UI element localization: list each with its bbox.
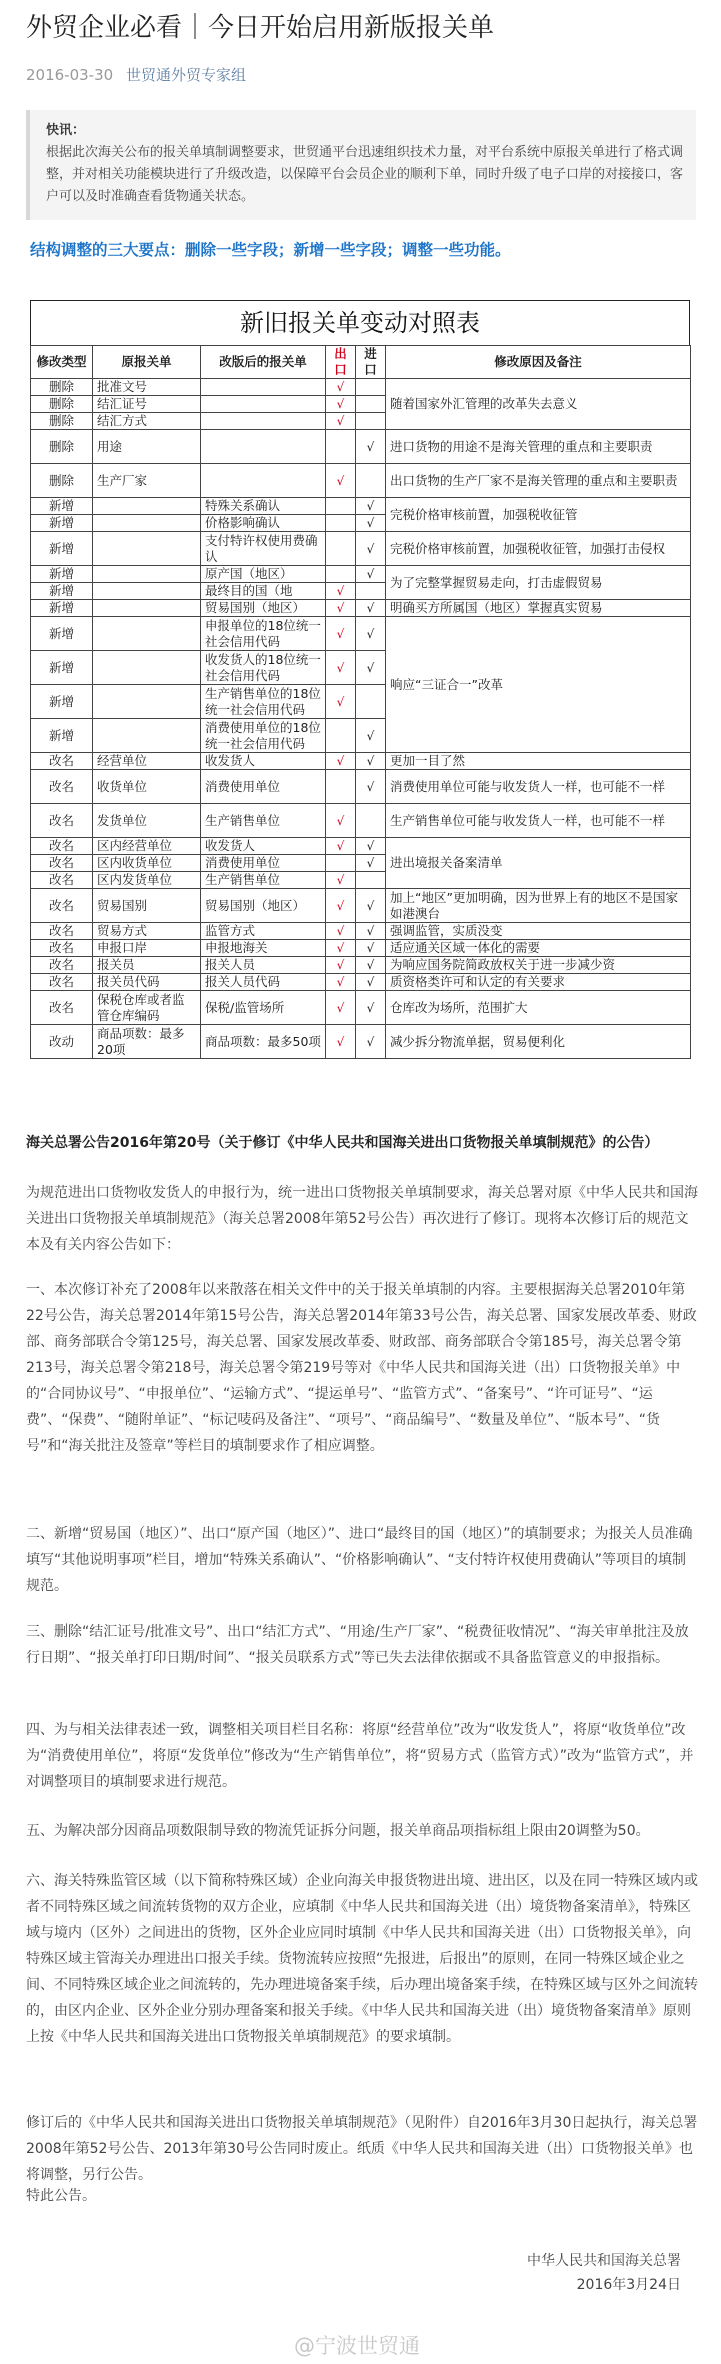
- cell-change-type: 新增: [31, 617, 93, 651]
- cell-old-field: [93, 719, 201, 753]
- cell-import-check: [356, 464, 386, 498]
- cell-new-field: 价格影响确认: [201, 515, 326, 532]
- notice-title: 海关总署公告2016年第20号（关于修订《中华人民共和国海关进出口货物报关单填制规范》的公告）: [26, 1135, 659, 1151]
- cell-change-type: 改动: [31, 1025, 93, 1059]
- cell-export-check: √: [326, 685, 356, 719]
- cell-change-type: 删除: [31, 413, 93, 430]
- cell-export-check: [326, 532, 356, 566]
- key-points-heading: 结构调整的三大要点：删除一些字段；新增一些字段；调整一些功能。: [30, 241, 511, 259]
- cell-change-type: 新增: [31, 685, 93, 719]
- cell-new-field: 报关人员: [201, 957, 326, 974]
- header-cell: 修改原因及备注: [386, 346, 691, 379]
- cell-change-type: 删除: [31, 430, 93, 464]
- cell-old-field: [93, 498, 201, 515]
- cell-old-field: 批准文号: [93, 379, 201, 396]
- cell-change-type: 新增: [31, 719, 93, 753]
- table-row: [31, 1025, 691, 1059]
- header-cell: 改版后的报关单: [201, 346, 326, 379]
- cell-export-check: √: [326, 464, 356, 498]
- cell-old-field: [93, 685, 201, 719]
- quick-news-heading: 快讯：: [46, 123, 86, 138]
- cell-reason: 质资格类许可和认定的有关要求: [386, 974, 691, 991]
- cell-old-field: 贸易方式: [93, 923, 201, 940]
- cell-old-field: 保税仓库或者监管仓库编码: [93, 991, 201, 1025]
- cell-export-check: √: [326, 991, 356, 1025]
- cell-new-field: [201, 430, 326, 464]
- cell-change-type: 删除: [31, 464, 93, 498]
- cell-change-type: 改名: [31, 940, 93, 957]
- publish-date: 2016-03-30: [26, 66, 114, 84]
- table-row: [31, 957, 691, 974]
- table-row: [31, 430, 691, 464]
- cell-old-field: 贸易国别: [93, 889, 201, 923]
- cell-import-check: √: [356, 923, 386, 940]
- cell-export-check: √: [326, 1025, 356, 1059]
- cell-change-type: 新增: [31, 566, 93, 583]
- cell-new-field: 贸易国别（地区）: [201, 889, 326, 923]
- cell-old-field: 区内收货单位: [93, 855, 201, 872]
- cell-reason: 随着国家外汇管理的改革失去意义: [386, 379, 691, 430]
- header-cell: 进口: [356, 346, 386, 379]
- notice-paragraph: 一、本次修订补充了2008年以来散落在相关文件中的关于报关单填制的内容。主要根据海关总署2010年第22号公告，海关总署2014年第15号公告，海关总署2014年第33号公告，海关总署、国家发展改革委、财政部、商务部联合令第125号，海关总署、国家发展改革委、财政部、商务部联合令第185号，海关总署令第213号，海关总署令第218号，海关总署令第219号等对《中华人民共和国海关进（出）口货物报关单》中的“合同协议号”、“申报单位”、“运输方式”、“提运单号”、“监管方式”、“备案号”、“许可证号”、“运费”、“保费”、“随附单证”、“标记唛码及备注”、“项号”、“商品编号”、“数量及单位”、“版本号”、“货号”和“海关批注及签章”等栏目的填制要求作了相应调整。: [26, 1282, 697, 1454]
- cell-new-field: 消费使用单位: [201, 770, 326, 804]
- cell-reason: 进口货物的用途不是海关管理的重点和主要职责: [386, 430, 691, 464]
- cell-import-check: √: [356, 532, 386, 566]
- notice-paragraph: 三、删除“结汇证号/批准文号”、出口“结汇方式”、“用途/生产厂家”、“税费征收情况”、“海关审单批注及放行日期”、“报关单打印日期/时间”、“报关员联系方式”等已失去法律依据或不具备监管意义的申报指标。: [26, 1624, 689, 1666]
- cell-old-field: 报关员: [93, 957, 201, 974]
- signature-org: 中华人民共和国海关总署: [527, 2253, 681, 2269]
- table-row: [31, 974, 691, 991]
- cell-new-field: 支付特许权使用费确认: [201, 532, 326, 566]
- cell-import-check: √: [356, 974, 386, 991]
- cell-import-check: √: [356, 617, 386, 651]
- cell-old-field: 结汇证号: [93, 396, 201, 413]
- cell-import-check: √: [356, 430, 386, 464]
- cell-change-type: 新增: [31, 651, 93, 685]
- cell-export-check: √: [326, 872, 356, 889]
- quick-news-body: 根据此次海关公布的报关单填制调整要求，世贸通平台迅速组织技术力量，对平台系统中原报关单进行了格式调整，并对相关功能模块进行了升级改造，以保障平台会员企业的顺利下单，同时升级了电子口岸的对接接口，客户可以及时准确查看货物通关状态。: [46, 145, 684, 204]
- cell-old-field: [93, 515, 201, 532]
- header-cell: 出口: [326, 346, 356, 379]
- cell-new-field: 监管方式: [201, 923, 326, 940]
- cell-new-field: 生产销售单位: [201, 872, 326, 889]
- cell-new-field: [201, 396, 326, 413]
- cell-export-check: √: [326, 413, 356, 430]
- signature-date: 2016年3月24日: [576, 2277, 681, 2293]
- table-row: [31, 498, 691, 515]
- table-row: [31, 770, 691, 804]
- cell-import-check: [356, 379, 386, 396]
- cell-old-field: [93, 651, 201, 685]
- cell-export-check: √: [326, 753, 356, 770]
- cell-change-type: 改名: [31, 889, 93, 923]
- cell-import-check: √: [356, 957, 386, 974]
- cell-export-check: √: [326, 396, 356, 413]
- cell-import-check: √: [356, 600, 386, 617]
- cell-old-field: 区内发货单位: [93, 872, 201, 889]
- cell-import-check: [356, 685, 386, 719]
- table-row: [31, 804, 691, 838]
- cell-reason: 生产销售单位可能与收发货人一样，也可能不一样: [386, 804, 691, 838]
- cell-old-field: [93, 532, 201, 566]
- cell-old-field: 用途: [93, 430, 201, 464]
- cell-export-check: √: [326, 600, 356, 617]
- cell-change-type: 新增: [31, 600, 93, 617]
- cell-export-check: √: [326, 974, 356, 991]
- watermark: @宁波世贸通: [294, 2334, 420, 2358]
- notice-paragraph: 修订后的《中华人民共和国海关进出口货物报关单填制规范》（见附件）自2016年3月30日起执行，海关总署2008年第52号公告、2013年第30号公告同时废止。纸质《中华人民共和国海关进（出）口货物报关单》也将调整，另行公告。: [26, 2115, 698, 2183]
- cell-reason: 完税价格审核前置，加强税收征管，加强打击侵权: [386, 532, 691, 566]
- comparison-table-block: [30, 300, 690, 1059]
- cell-old-field: [93, 566, 201, 583]
- cell-change-type: 改名: [31, 753, 93, 770]
- cell-import-check: √: [356, 719, 386, 753]
- notice-paragraph: 六、海关特殊监管区域（以下简称特殊区域）企业向海关申报货物进出境、进出区，以及在同一特殊区域内或者不同特殊区域之间流转货物的双方企业，应填制《中华人民共和国海关进（出）境货物备案清单》，特殊区域与境内（区外）之间进出的货物，区外企业应同时填制《中华人民共和国海关进（出）口货物报关单》，向特殊区域主管海关办理进出口报关手续。货物流转应按照“先报进，后报出”的原则，在同一特殊区域企业之间、不同特殊区域企业之间流转的，先办理进境备案手续，后办理出境备案手续，在特殊区域与区外之间流转的，由区内企业、区外企业分别办理备案和报关手续。《中华人民共和国海关进（出）境货物备案清单》原则上按《中华人民共和国海关进出口货物报关单填制规范》的要求填制。: [26, 1873, 698, 2045]
- header-cell: 原报关单: [93, 346, 201, 379]
- cell-old-field: 区内经营单位: [93, 838, 201, 855]
- cell-new-field: 生产销售单位: [201, 804, 326, 838]
- cell-export-check: √: [326, 617, 356, 651]
- cell-change-type: 新增: [31, 583, 93, 600]
- cell-import-check: √: [356, 515, 386, 532]
- table-row: [31, 600, 691, 617]
- cell-export-check: [326, 566, 356, 583]
- cell-reason: 进出境报关备案清单: [386, 838, 691, 889]
- comparison-table-body: [31, 379, 691, 1059]
- cell-export-check: [326, 498, 356, 515]
- cell-reason: 为了完整掌握贸易走向，打击虚假贸易: [386, 566, 691, 600]
- cell-export-check: √: [326, 379, 356, 396]
- cell-new-field: 报关人员代码: [201, 974, 326, 991]
- notice-paragraph: 四、为与相关法律表述一致，调整相关项目栏目名称：将原“经营单位”改为“收发货人”，将原“收货单位”改为“消费使用单位”，将原“发货单位”修改为“生产销售单位”，将“贸易方式（监管方式）”改为“监管方式”，并对调整项目的填制要求进行规范。: [26, 1722, 694, 1790]
- cell-export-check: √: [326, 889, 356, 923]
- cell-import-check: √: [356, 1025, 386, 1059]
- cell-import-check: √: [356, 889, 386, 923]
- cell-import-check: √: [356, 651, 386, 685]
- cell-change-type: 新增: [31, 498, 93, 515]
- cell-new-field: 贸易国别（地区）: [201, 600, 326, 617]
- cell-new-field: 原产国（地区）: [201, 566, 326, 583]
- table-row: [31, 379, 691, 396]
- cell-export-check: √: [326, 940, 356, 957]
- cell-import-check: √: [356, 770, 386, 804]
- cell-new-field: 申报单位的18位统一社会信用代码: [201, 617, 326, 651]
- cell-change-type: 改名: [31, 923, 93, 940]
- cell-change-type: 改名: [31, 957, 93, 974]
- cell-old-field: 报关员代码: [93, 974, 201, 991]
- cell-old-field: 经营单位: [93, 753, 201, 770]
- cell-new-field: 收发货人: [201, 838, 326, 855]
- cell-reason: 明确买方所属国（地区）掌握真实贸易: [386, 600, 691, 617]
- cell-import-check: [356, 804, 386, 838]
- cell-change-type: 改名: [31, 872, 93, 889]
- table-row: [31, 566, 691, 583]
- cell-import-check: [356, 872, 386, 889]
- cell-export-check: √: [326, 804, 356, 838]
- cell-export-check: √: [326, 957, 356, 974]
- cell-export-check: √: [326, 838, 356, 855]
- cell-import-check: √: [356, 991, 386, 1025]
- table-row: [31, 464, 691, 498]
- cell-export-check: √: [326, 923, 356, 940]
- cell-export-check: √: [326, 651, 356, 685]
- cell-import-check: √: [356, 838, 386, 855]
- table-header-row: [31, 346, 691, 379]
- notice-paragraph: 五、为解决部分因商品项数限制导致的物流凭证拆分问题，报关单商品项指标组上限由20调整为50。: [26, 1823, 650, 1839]
- table-row: [31, 532, 691, 566]
- article-meta: [26, 64, 246, 85]
- cell-change-type: 改名: [31, 991, 93, 1025]
- cell-new-field: [201, 379, 326, 396]
- notice-paragraph: 二、新增“贸易国（地区）”、出口“原产国（地区）”、进口“最终目的国（地区）”的填制要求；为报关人员准确填写“其他说明事项”栏目，增加“特殊关系确认”、“价格影响确认”、“支付特许权使用费确认”等项目的填制规范。: [26, 1526, 693, 1594]
- cell-change-type: 删除: [31, 379, 93, 396]
- cell-import-check: [356, 413, 386, 430]
- table-row: [31, 940, 691, 957]
- cell-change-type: 改名: [31, 974, 93, 991]
- cell-new-field: 收发货人的18位统一社会信用代码: [201, 651, 326, 685]
- cell-old-field: 结汇方式: [93, 413, 201, 430]
- cell-old-field: [93, 617, 201, 651]
- notice-paragraph: 特此公告。: [26, 2188, 96, 2204]
- cell-new-field: 消费使用单位: [201, 855, 326, 872]
- cell-reason: 出口货物的生产厂家不是海关管理的重点和主要职责: [386, 464, 691, 498]
- cell-change-type: 改名: [31, 855, 93, 872]
- table-row: [31, 923, 691, 940]
- table-row: [31, 753, 691, 770]
- cell-change-type: 改名: [31, 770, 93, 804]
- cell-export-check: [326, 719, 356, 753]
- cell-old-field: 生产厂家: [93, 464, 201, 498]
- table-row: [31, 889, 691, 923]
- cell-import-check: [356, 583, 386, 600]
- article-title: 外贸企业必看｜今日开始启用新版报关单: [26, 13, 495, 43]
- cell-old-field: [93, 600, 201, 617]
- cell-reason: 强调监管，实质没变: [386, 923, 691, 940]
- cell-reason: 减少拆分物流单据，贸易便利化: [386, 1025, 691, 1059]
- cell-export-check: [326, 515, 356, 532]
- cell-old-field: 商品项数：最多20项: [93, 1025, 201, 1059]
- comparison-table-title: 新旧报关单变动对照表: [30, 300, 690, 345]
- cell-new-field: [201, 413, 326, 430]
- cell-reason: 完税价格审核前置，加强税收征管: [386, 498, 691, 532]
- cell-export-check: [326, 855, 356, 872]
- cell-old-field: 申报口岸: [93, 940, 201, 957]
- cell-old-field: 收货单位: [93, 770, 201, 804]
- header-cell: 修改类型: [31, 346, 93, 379]
- cell-import-check: [356, 396, 386, 413]
- cell-new-field: [201, 464, 326, 498]
- cell-new-field: 保税/监管场所: [201, 991, 326, 1025]
- cell-old-field: [93, 583, 201, 600]
- cell-import-check: √: [356, 566, 386, 583]
- cell-reason: 更加一目了然: [386, 753, 691, 770]
- cell-import-check: √: [356, 498, 386, 515]
- cell-reason: 加上“地区”更加明确，因为世界上有的地区不是国家如港澳台: [386, 889, 691, 923]
- cell-reason: 为响应国务院简政放权关于进一步减少资: [386, 957, 691, 974]
- table-row: [31, 991, 691, 1025]
- cell-reason: 响应“三证合一”改革: [386, 617, 691, 753]
- cell-reason: 适应通关区域一体化的需要: [386, 940, 691, 957]
- cell-import-check: √: [356, 940, 386, 957]
- cell-new-field: 商品项数：最多50项: [201, 1025, 326, 1059]
- cell-change-type: 改名: [31, 838, 93, 855]
- comparison-table: [30, 345, 691, 1059]
- cell-new-field: 特殊关系确认: [201, 498, 326, 515]
- cell-import-check: √: [356, 753, 386, 770]
- cell-export-check: √: [326, 583, 356, 600]
- quick-news-box: [26, 110, 696, 220]
- cell-reason: 仓库改为场所，范围扩大: [386, 991, 691, 1025]
- cell-change-type: 新增: [31, 532, 93, 566]
- account-link[interactable]: 世贸通外贸专家组: [125, 66, 246, 84]
- cell-new-field: 申报地海关: [201, 940, 326, 957]
- cell-new-field: 消费使用单位的18位统一社会信用代码: [201, 719, 326, 753]
- cell-export-check: [326, 430, 356, 464]
- cell-change-type: 删除: [31, 396, 93, 413]
- cell-new-field: 最终目的国（地: [201, 583, 326, 600]
- notice-paragraph: 为规范进出口货物收发货人的申报行为，统一进出口货物报关单填制要求，海关总署对原《中华人民共和国海关进出口货物报关单填制规范》（海关总署2008年第52号公告）再次进行了修订。现将本次修订后的规范文本及有关内容公告如下：: [26, 1185, 698, 1253]
- cell-new-field: 生产销售单位的18位统一社会信用代码: [201, 685, 326, 719]
- table-row: [31, 838, 691, 855]
- table-row: [31, 617, 691, 651]
- cell-change-type: 新增: [31, 515, 93, 532]
- cell-reason: 消费使用单位可能与收发货人一样，也可能不一样: [386, 770, 691, 804]
- cell-change-type: 改名: [31, 804, 93, 838]
- cell-import-check: √: [356, 855, 386, 872]
- cell-export-check: [326, 770, 356, 804]
- cell-old-field: 发货单位: [93, 804, 201, 838]
- cell-new-field: 收发货人: [201, 753, 326, 770]
